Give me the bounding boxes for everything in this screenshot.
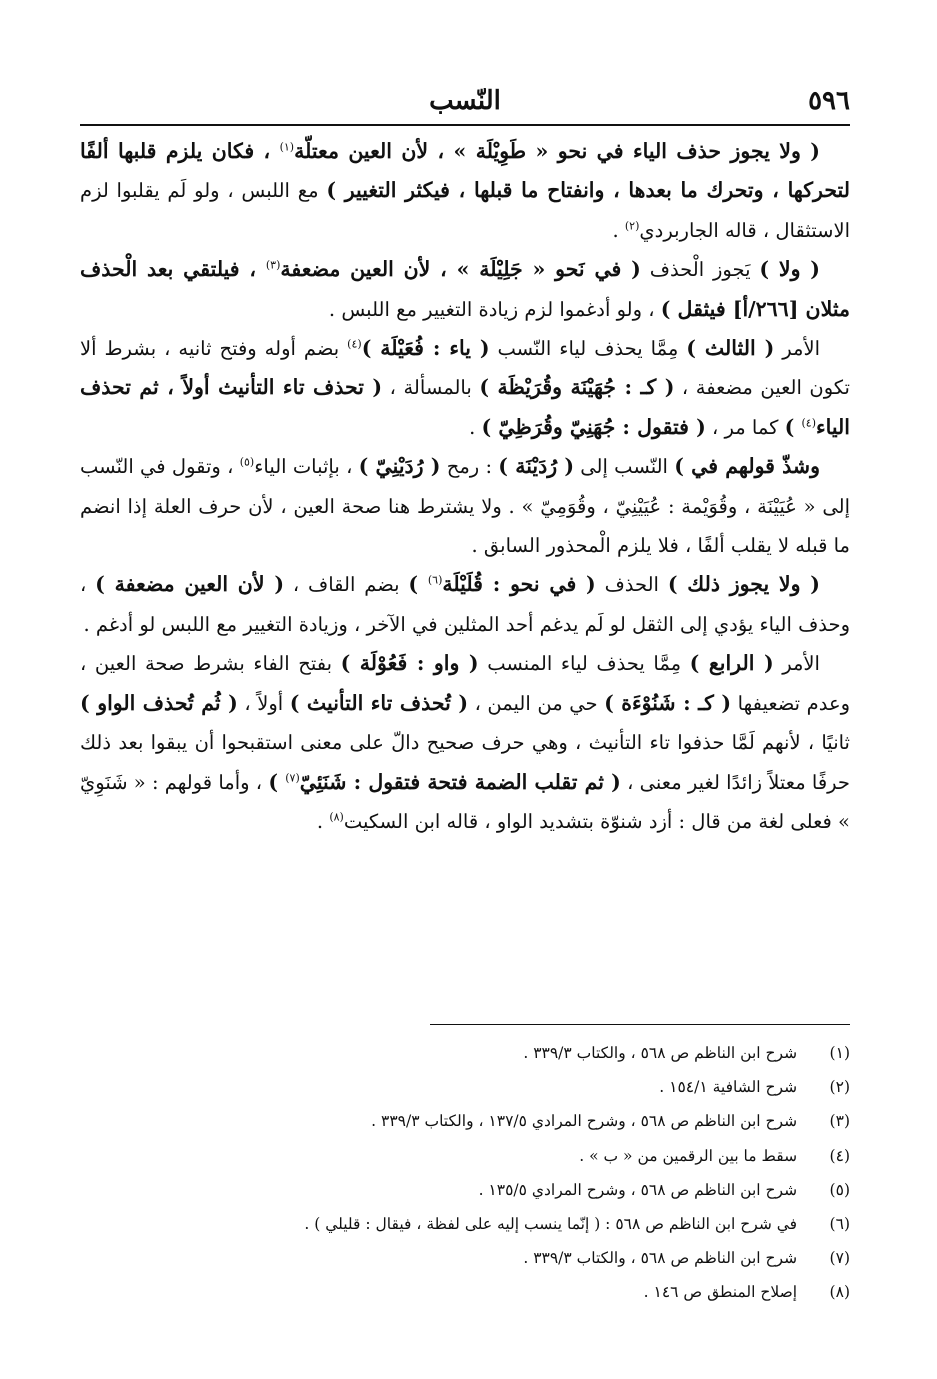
text-run: مِمَّا يحذف لياء النّسب: [489, 337, 687, 361]
text-run: بضم القاف ،: [284, 573, 409, 597]
footnote: [80, 1139, 850, 1173]
text-run: ثانيًا ، لأنهم لَمَّا حذفوا تاء التأنيث ، وهي حرف صحيح دالّ على معنى استقبحوا أن يبقوا بعد ذلك حرفًا معتلاً زائدًا لغير معنى ،: [80, 731, 850, 794]
footnote: [80, 1207, 850, 1241]
footnote-number: (٥): [829, 1180, 850, 1199]
footnote-number: (٨): [829, 1283, 850, 1302]
footnote: [80, 1036, 850, 1070]
text-run: الأمر: [774, 337, 820, 361]
paragraph: [80, 132, 850, 250]
text-run: .: [469, 415, 482, 439]
text-run: ، بإثبات الياء: [254, 455, 359, 479]
footnote-text: في شرح ابن الناظم ص ٥٦٨ : ( إنّما ينسب إليه على لفظة ، فيقال : قليلي ) .: [304, 1215, 798, 1234]
bold-text-run: ): [784, 414, 802, 439]
bold-text-run: ( في نحو : قُلَيْلَة: [442, 572, 596, 597]
footnote: [80, 1241, 850, 1275]
footnote-number: (٣): [829, 1112, 850, 1131]
bold-text-run: ( واو : فَعُوْلَة ): [340, 651, 479, 676]
text-run: الأمر: [773, 652, 820, 676]
footnote-number: (١): [829, 1044, 850, 1062]
footnote-text: إصلاح المنطق ص ١٤٦ .: [643, 1283, 798, 1302]
bold-text-run: ( ثم تقلب الضمة فتحة فتقول : شَنَئِيّ: [299, 769, 621, 794]
footnote-text: شرح الشافية ١٥٤/١ .: [659, 1078, 798, 1097]
text-run: مع اللبس ، ولو لَم يقلبوا لزم الاستثقال ، قاله الجاربردي: [80, 179, 850, 242]
footnote-ref: (٥): [239, 455, 255, 469]
footnote: [80, 1173, 850, 1207]
bold-text-run: ( الثالث ): [686, 336, 775, 361]
bold-text-run: ( ولا يجوز حذف الياء في نحو « طَوِيْلَة » ، لأن العين معتلّة: [294, 139, 820, 163]
text-run: أولاً ،: [237, 691, 290, 715]
text-run: حي من اليمن ،: [468, 691, 605, 715]
text-run: بضم أوله وفتح ثانيه ، بشرط ألا تكون العين مضعفة ،: [80, 337, 850, 400]
bold-text-run: ، فكان يلزم قلبها ألفًا لتحركها ، وتحرك ما بعدها ، وانفتاح ما قبلها ، فيكثر التغيير ): [80, 139, 850, 203]
paragraph: [80, 565, 850, 644]
bold-text-run: ( الرابع ): [689, 651, 774, 676]
bold-text-run: ): [268, 769, 286, 794]
footnote-separator: [430, 1024, 850, 1025]
bold-text-run: ( ولا ): [759, 257, 821, 282]
bold-text-run: ( تحذف تاء التأنيث أولاً ، ثم تحذف الياء: [80, 375, 850, 439]
text-run: .: [612, 218, 625, 242]
text-run: ، ولو أدغموا لزم زيادة التغيير مع اللبس .: [328, 297, 661, 321]
footnote-text: شرح ابن الناظم ص ٥٦٨ ، والكتاب ٣٣٩/٣ .: [523, 1249, 798, 1268]
footnotes: [80, 1036, 850, 1310]
bold-text-run: ( كـ : جُهَيْنَة وقُرَيْظَة ): [479, 375, 675, 400]
text-run: ، وحذف الياء يؤدي إلى الثقل لو لَم يدغم أحد المثلين في الآخر ، وزيادة التغيير مع اللبس لو أدغم .: [80, 573, 850, 636]
footnote-text: شرح ابن الناظم ص ٥٦٨ ، والكتاب ٣٣٩/٣ .: [523, 1044, 798, 1062]
footnote-ref: (٤): [801, 416, 816, 430]
body-text: [80, 132, 850, 841]
footnote-ref: (١): [279, 140, 295, 154]
footnote-ref: (٢): [624, 219, 640, 233]
footnote: [80, 1275, 850, 1309]
bold-text-run: ( ياء : فُعَيْلَة ): [361, 336, 490, 361]
footnote-ref: (٣): [265, 258, 281, 272]
bold-text-run: ( فتقول : جُهَنِيّ وقُرَظِيّ ): [481, 414, 706, 439]
footnote-ref: (٧): [285, 771, 300, 784]
bold-text-run: ( كـ : شَنُوْءَة ): [604, 690, 732, 715]
paragraph: [80, 447, 850, 565]
text-run: الحذف: [595, 573, 668, 597]
footnote-ref: (٨): [329, 810, 344, 824]
text-run: يَجوز الْحذف: [640, 258, 760, 282]
footnote: [80, 1070, 850, 1104]
page-header: [80, 82, 850, 122]
text-run: بالمسألة ،: [382, 376, 480, 400]
bold-text-run: وشذّ قولهم في ): [674, 454, 821, 479]
running-title: النّسب: [429, 86, 501, 116]
footnote: [80, 1104, 850, 1138]
header-rule: [80, 124, 850, 126]
bold-text-run: ( تُحذف تاء التأنيث ): [289, 690, 469, 715]
page-number: ٥٩٦: [808, 86, 850, 116]
footnote-number: (٧): [829, 1249, 850, 1268]
text-run: كما مر ،: [705, 415, 785, 439]
paragraph: [80, 250, 850, 329]
bold-text-run: ( رُدَيْنِيّ ): [358, 454, 441, 479]
footnote-ref: (٤): [347, 337, 362, 351]
footnote-text: سقط ما بين الرقمين من « ب » .: [579, 1146, 798, 1165]
bold-text-run: ( لأن العين مضعفة ): [95, 572, 285, 597]
paragraph: [80, 329, 850, 447]
footnote-text: شرح ابن الناظم ص ٥٦٨ ، وشرح المرادي ١٣٧/٥ ، والكتاب ٣٣٩/٣ .: [371, 1112, 798, 1131]
bold-text-run: ، فيلتقي بعد الْحذف مثلان [٢٦٦/أ] فيثقل ): [80, 257, 850, 321]
bold-text-run: ): [408, 572, 428, 597]
text-run: النّسب إلى: [574, 455, 675, 479]
bold-text-run: ( ثُم تُحذف الواو ): [80, 690, 238, 715]
bold-text-run: ( في نَحو « جَلِيْلَة » ، لأن العين مضعفة: [280, 257, 641, 282]
footnote-number: (٦): [829, 1215, 850, 1234]
bold-text-run: ( رُدَيْنَة ): [498, 454, 575, 479]
footnote-number: (٤): [829, 1146, 850, 1165]
text-run: : رمح: [440, 455, 499, 479]
text-run: مِمَّا يحذف لياء المنسب: [478, 652, 690, 676]
text-run: ، وأما قولهم : « شَنَوِيّ » فعلى لغة من قال : أزد شنوّة بتشديد الواو ، قاله ابن السكيت: [80, 770, 850, 833]
text-run: ، وتقول في النّسب إلى « عُيَيْنَة ، وقُوَيْمة : عُيَيْنِيّ ، وقُوَمِيّ » . ولا يشترط هنا صحة العين ، لأن حرف العلة إذا انضم ما قبله لا يقلب ألفًا ، فلا يلزم الْمحذور السابق .: [80, 455, 850, 558]
footnote-ref: (٦): [427, 573, 443, 587]
paragraph: [80, 644, 850, 841]
footnote-text: شرح ابن الناظم ص ٥٦٨ ، وشرح المرادي ١٣٥/٥ .: [478, 1180, 798, 1199]
text-run: .: [316, 809, 330, 833]
bold-text-run: ( ولا يجوز ذلك ): [667, 572, 820, 597]
footnote-number: (٢): [829, 1078, 850, 1097]
text-run: بفتح الفاء بشرط صحة العين ، وعدم تضعيفها: [80, 652, 851, 715]
